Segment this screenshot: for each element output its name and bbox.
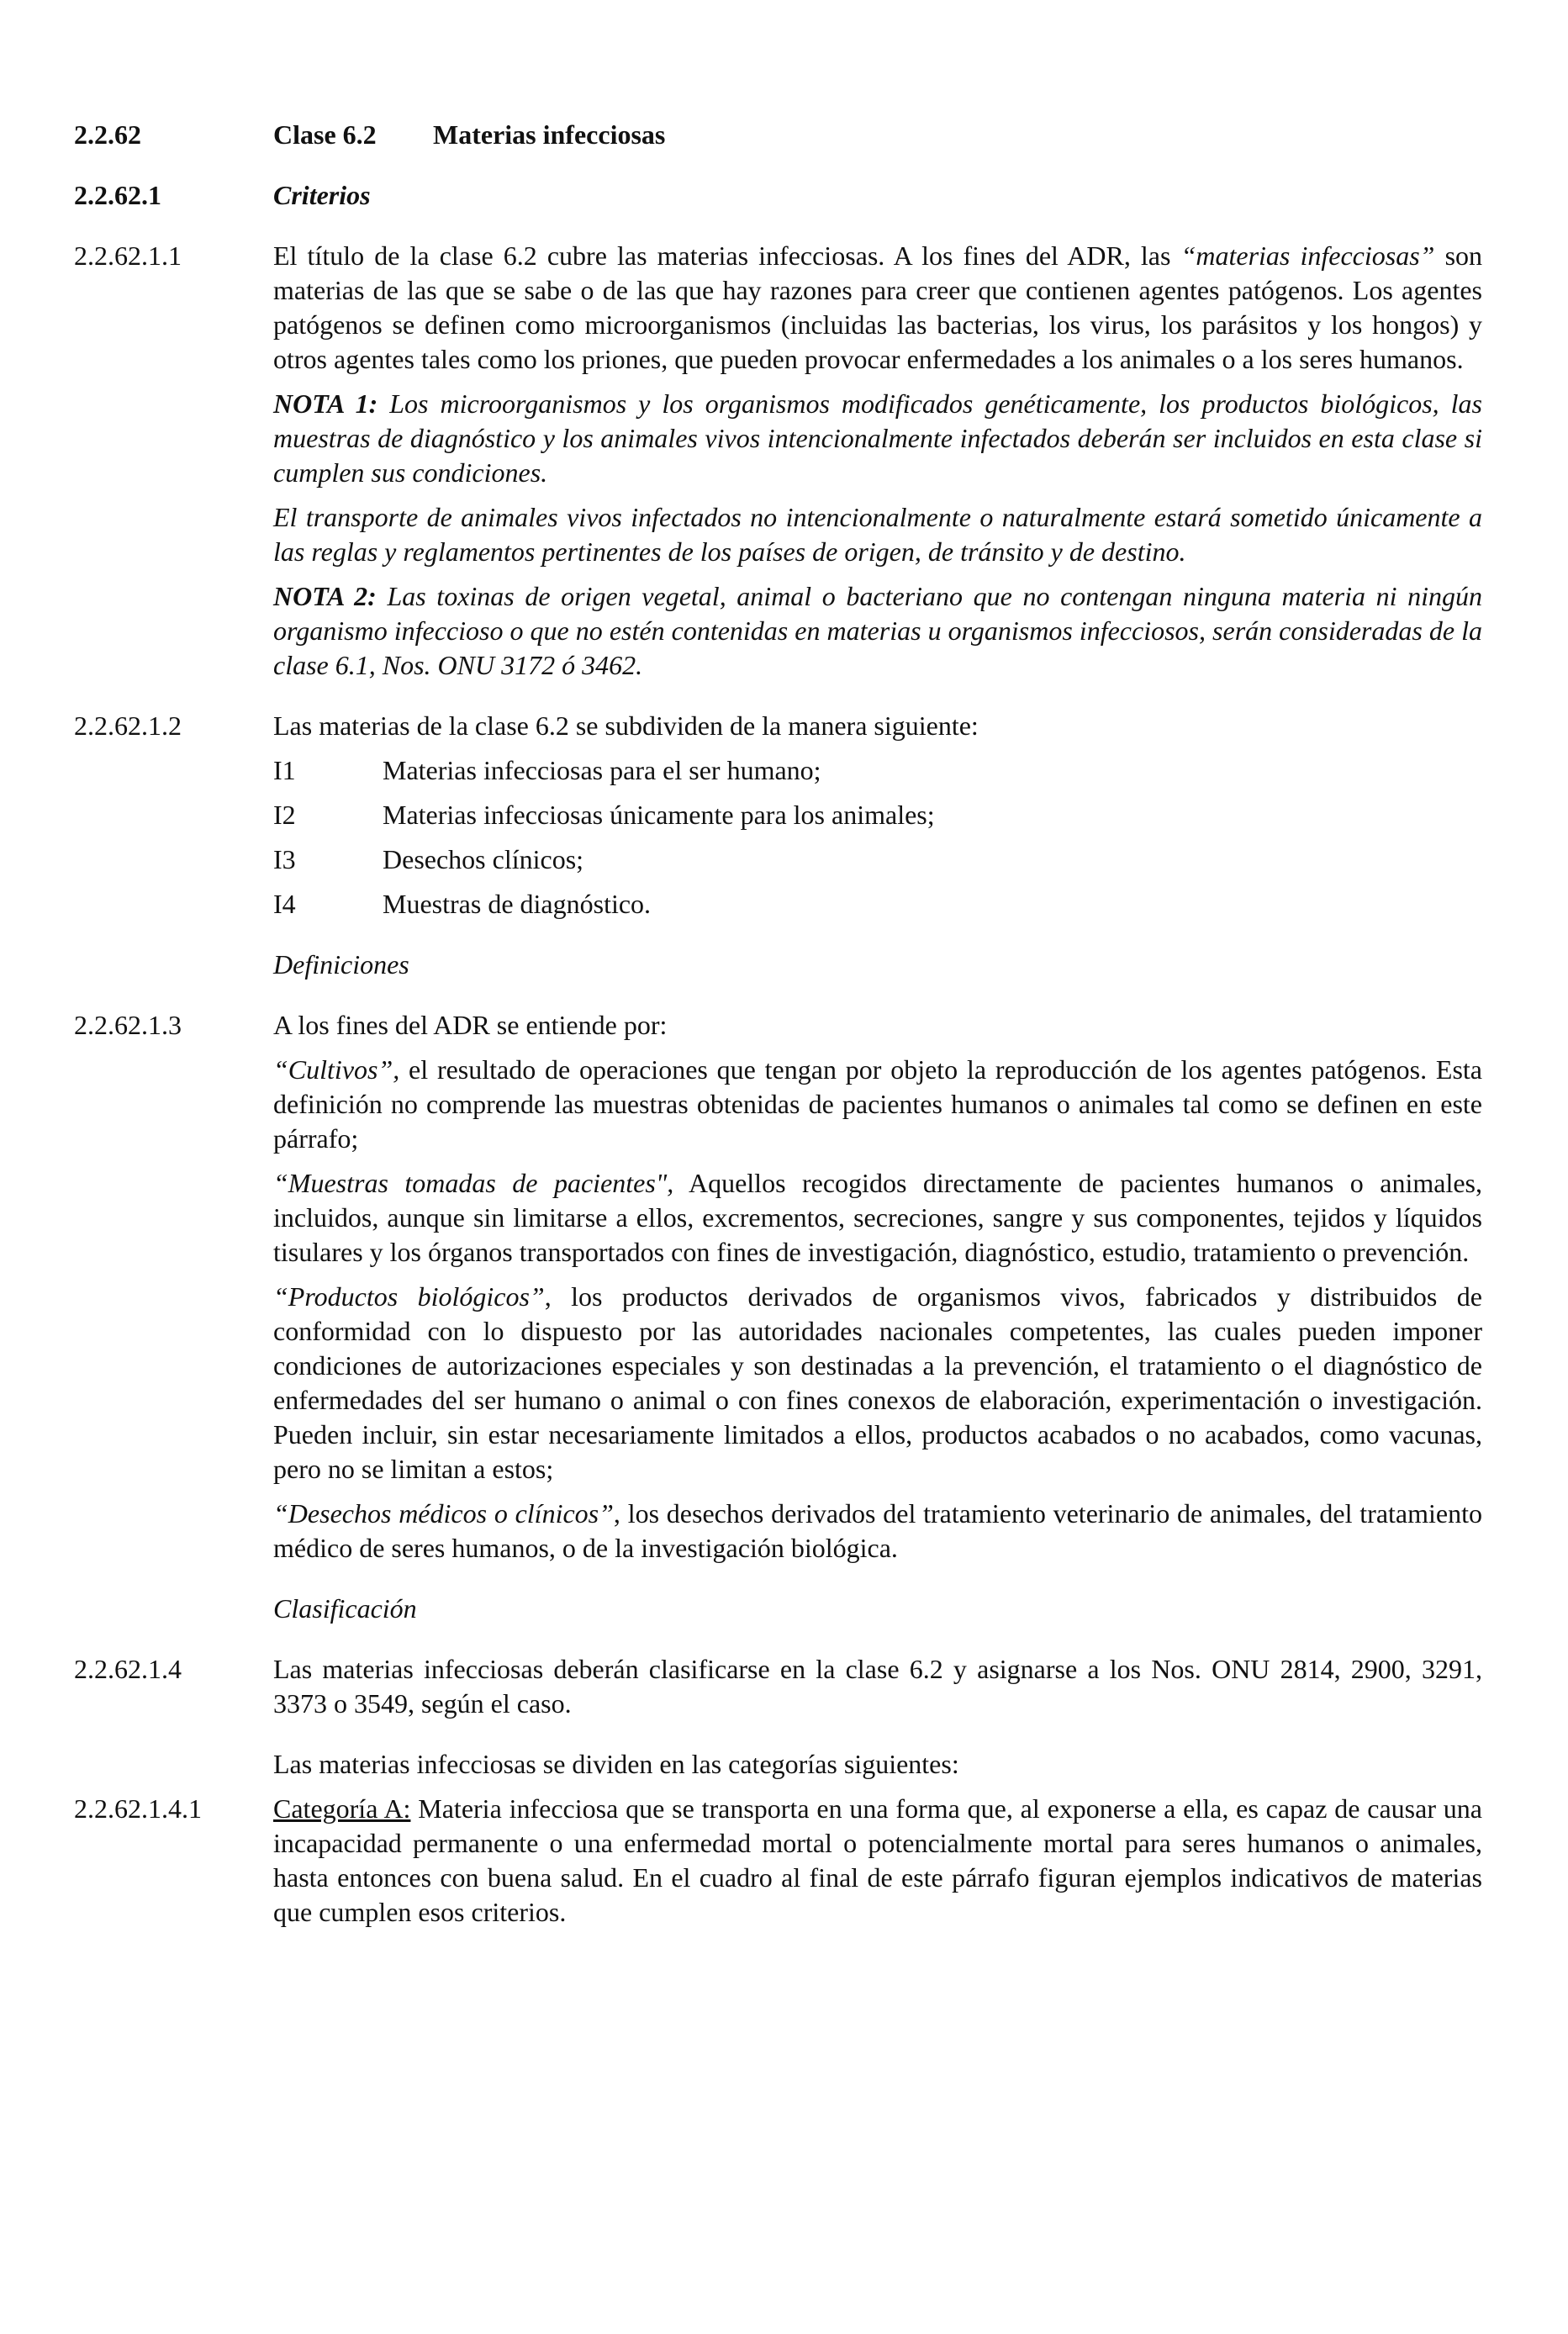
criteria-title: Criterios	[273, 180, 371, 210]
paragraph-text: A los fines del ADR se entiende por:	[273, 1010, 668, 1040]
criteria-number: 2.2.62.1	[74, 180, 161, 210]
note-1-label: NOTA 1:	[273, 388, 378, 419]
note-1: NOTA 1: Los microorganismos y los organismos modificados genéticamente, los productos biológicos, las muestras de diagnóstico y los animales vivos intencionalmente infectados deberán ser incluidos en esta clase si cumplen sus condiciones.	[273, 388, 1483, 488]
paragraph-2-2-62-1-2	[74, 709, 1482, 982]
section-class-label: Clase 6.2	[273, 119, 377, 150]
paragraph-number: 2.2.62.1.3	[74, 1010, 182, 1040]
section-heading	[74, 118, 1482, 152]
paragraph-2-2-62-1-4	[74, 1652, 1482, 1782]
note-2: NOTA 2: Las toxinas de origen vegetal, animal o bacteriano que no contengan ninguna materia ni ningún organismo infeccioso o que no estén contenidas en materias u organismos infecciosos, serán consideradas de la clase 6.1, Nos. ONU 3172 ó 3462.	[273, 581, 1483, 680]
section-title: Materias infecciosas	[433, 119, 666, 150]
category-a-label: Categoría A:	[273, 1793, 411, 1824]
definitions-heading: Definiciones	[273, 949, 409, 980]
paragraph-number: 2.2.62.1.2	[74, 710, 182, 741]
definition-desechos: “Desechos médicos o clínicos”, los desechos derivados del tratamiento veterinario de animales, del tratamiento médico de seres humanos, o de la investigación biológica.	[273, 1498, 1483, 1563]
paragraph-number: 2.2.62.1.4.1	[74, 1793, 202, 1824]
paragraph-2-2-62-1-4-1	[74, 1792, 1482, 1930]
paragraph-2-2-62-1-3	[74, 1008, 1482, 1626]
paragraph-text: Categoría A: Materia infecciosa que se transporta en una forma que, al exponerse a ella, es capaz de causar una incapacidad permanente o una enfermedad mortal o potencialmente mortal para seres humanos o animales, hasta entonces con buena salud. En el cuadro al final de este párrafo figuran ejemplos indicativos de materias que cumplen esos criterios.	[273, 1793, 1483, 1927]
paragraph-text: Las materias infecciosas deberán clasificarse en la clase 6.2 y asignarse a los Nos. ONU 2814, 2900, 3291, 3373 o 3549, según el caso.	[273, 1654, 1482, 1719]
paragraph-text-2: Las materias infecciosas se dividen en las categorías siguientes:	[273, 1749, 959, 1779]
paragraph-2-2-62-1-1	[74, 239, 1482, 683]
section-number: 2.2.62	[74, 119, 141, 150]
criteria-heading	[74, 178, 1482, 213]
list-item: I3 Desechos clínicos;	[273, 844, 584, 874]
definition-muestras: “Muestras tomadas de pacientes", Aquellos recogidos directamente de pacientes humanos o animales, incluidos, aunque sin limitarse a ellos, excrementos, secreciones, sangre y sus componentes, tejidos y líquidos tisulares y los órganos transportados con fines de investigación, diagnóstico, estudio, tratamiento o prevención.	[273, 1168, 1483, 1267]
list-item: I1 Materias infecciosas para el ser humano;	[273, 755, 821, 785]
paragraph-text: Las materias de la clase 6.2 se subdividen de la manera siguiente:	[273, 710, 979, 741]
paragraph-number: 2.2.62.1.1	[74, 240, 182, 271]
subdivision-list	[273, 753, 1482, 921]
list-item: I2 Materias infecciosas únicamente para los animales;	[273, 800, 935, 830]
definition-productos-biologicos: “Productos biológicos”, los productos derivados de organismos vivos, fabricados y distribuidos de conformidad con lo dispuesto por las autoridades nacionales competentes, las cuales pueden imponer condiciones de autorizaciones especiales y son destinadas a la prevención, el tratamiento o el diagnóstico de enfermedades del ser humano o animal o con fines conexos de elaboración, experimentación o investigación. Pueden incluir, sin estar necesariamente limitados a ellos, productos acabados o no acabados, como vacunas, pero no se limitan a estos;	[273, 1281, 1483, 1484]
list-item: I4 Muestras de diagnóstico.	[273, 889, 652, 919]
definition-cultivos: “Cultivos”, el resultado de operaciones que tengan por objeto la reproducción de los agentes patógenos. Esta definición no comprende las muestras obtenidas de pacientes humanos o animales tal como se definen en este párrafo;	[273, 1054, 1482, 1154]
note-2-label: NOTA 2:	[273, 581, 377, 611]
paragraph-text: El título de la clase 6.2 cubre las materias infecciosas. A los fines del ADR, las “materias infecciosas” son materias de las que se sabe o de las que hay razones para creer que contienen agentes patógenos. Los agentes patógenos se definen como microorganismos (incluidas las bacterias, los virus, los parásitos y los hongos) y otros agentes tales como los priones, que pueden provocar enfermedades a los animales o a los seres humanos.	[273, 240, 1483, 374]
classification-heading: Clasificación	[273, 1593, 417, 1624]
document-page	[74, 118, 1482, 1930]
note-1-extra: El transporte de animales vivos infectados no intencionalmente o naturalmente estará sometido únicamente a las reglas y reglamentos pertinentes de los países de origen, de tránsito y de destino.	[273, 502, 1482, 567]
paragraph-number: 2.2.62.1.4	[74, 1654, 182, 1684]
